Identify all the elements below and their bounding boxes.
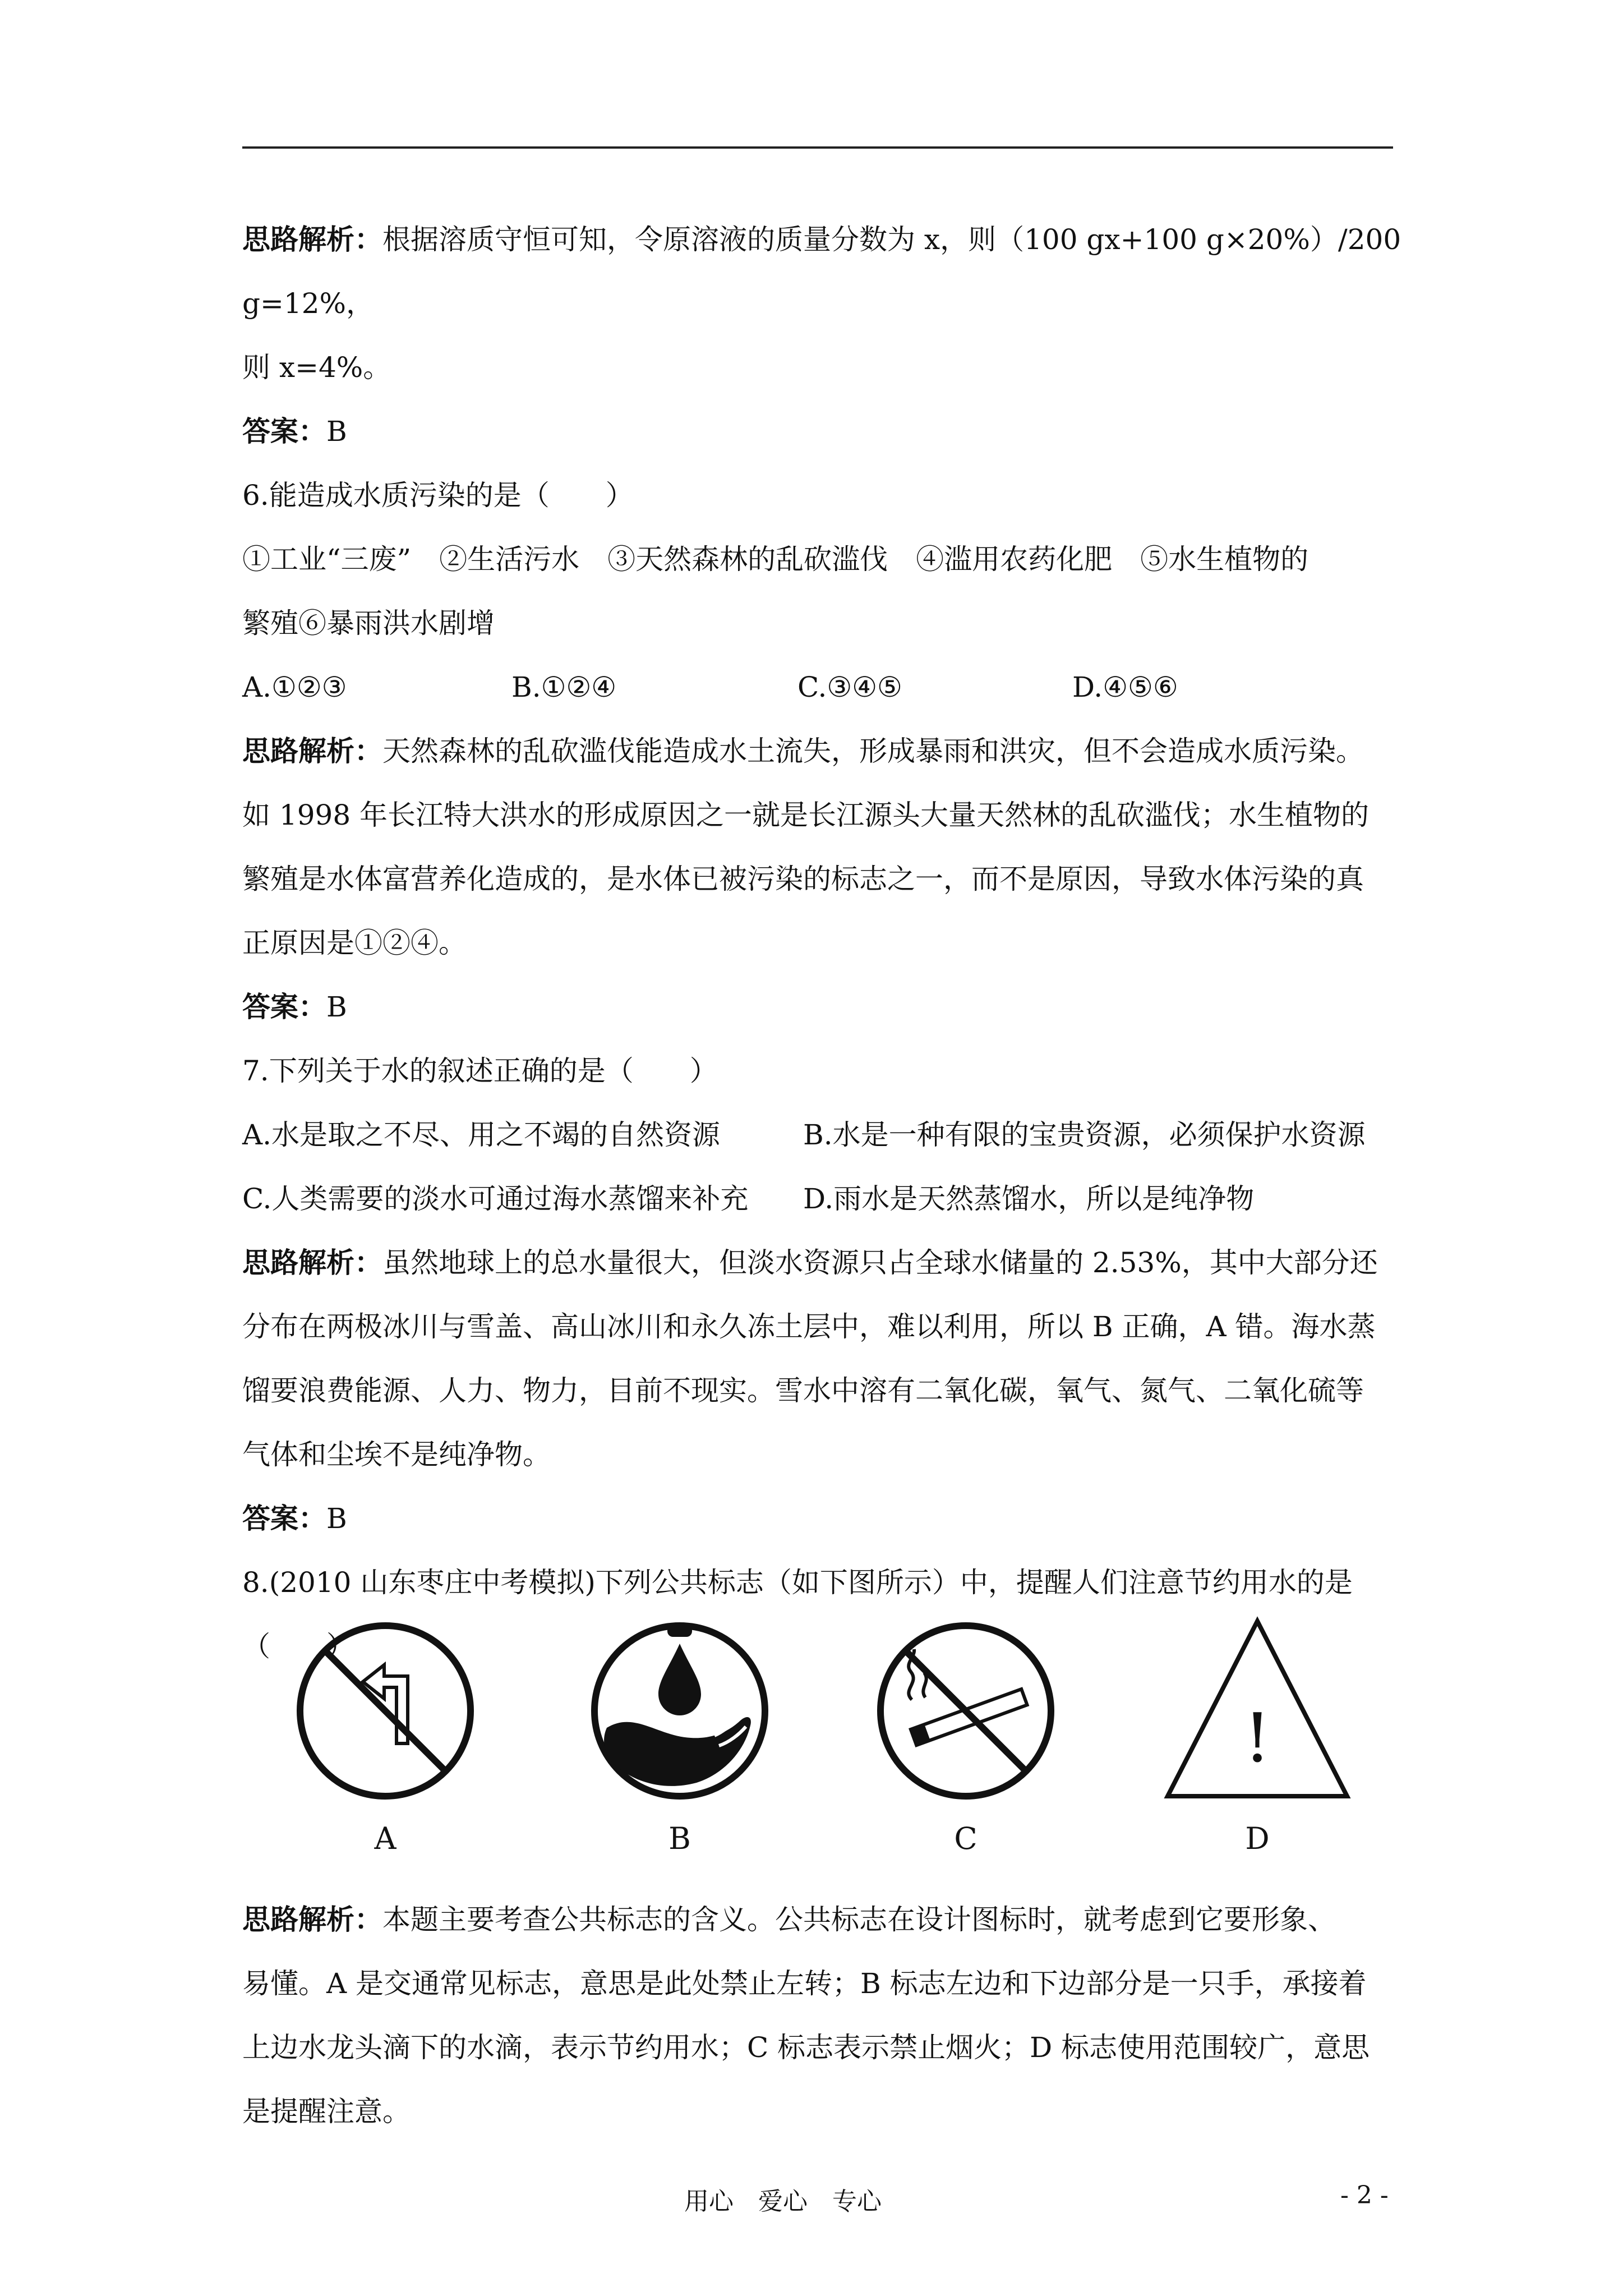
q6-option-b: B.①②④	[511, 671, 617, 703]
no-smoking-icon	[870, 1616, 1061, 1806]
analysis-label: 思路解析：	[242, 735, 382, 767]
q6-analysis-line4: 正原因是①②④。	[242, 927, 467, 959]
q7-option-b: B.水是一种有限的宝贵资源，必须保护水资源	[803, 1119, 1366, 1151]
page-body	[242, 208, 1409, 1678]
q7-option-d: D.雨水是天然蒸馏水，所以是纯净物	[803, 1182, 1255, 1215]
q6-items: ①工业“三废” ②生活污水 ③天然森林的乱砍滥伐 ④滥用农药化肥 ⑤水生植物的	[242, 543, 1309, 576]
answer-label: 答案：	[242, 1502, 326, 1535]
q8-analysis-line2: 易懂。A 是交通常见标志，意思是此处禁止左转；B 标志左边和下边部分是一只手，承接着	[242, 1967, 1367, 2000]
answer-label: 答案：	[242, 415, 326, 448]
sign-a	[284, 1616, 486, 1874]
analysis-text: 天然森林的乱砍滥伐能造成水土流失，形成暴雨和洪灾，但不会造成水质污染。	[382, 735, 1364, 767]
sign-label-b: B	[668, 1821, 691, 1856]
q8-analysis-line4: 是提醒注意。	[242, 2095, 411, 2128]
answer-value: B	[326, 991, 347, 1023]
q7-options-row1	[242, 1103, 1409, 1167]
public-signs-figure	[242, 1616, 1409, 1874]
q7-option-a: A.水是取之不尽、用之不竭的自然资源	[242, 1119, 721, 1151]
sign-b	[579, 1616, 781, 1874]
q6-analysis-line3: 繁殖是水体富营养化造成的，是水体已被污染的标志之一，而不是原因，导致水体污染的真	[242, 863, 1364, 895]
q6-option-a: A.①②③	[242, 671, 347, 703]
q6-answer	[242, 975, 1409, 1039]
q6-analysis	[242, 719, 1409, 783]
sign-d	[1156, 1616, 1358, 1874]
q5-answer	[242, 399, 1409, 463]
analysis-text: 本题主要考查公共标志的含义。公共标志在设计图标时，就考虑到它要形象、	[382, 1903, 1336, 1936]
q7-answer	[242, 1487, 1409, 1550]
analysis-label: 思路解析：	[242, 1903, 382, 1936]
water-saving-icon	[584, 1616, 775, 1806]
q7-stem: 7.下列关于水的叙述正确的是（ ）	[242, 1055, 718, 1087]
q8-analysis-line3: 上边水龙头滴下的水滴，表示节约用水；C 标志表示禁止烟火；D 标志使用范围较广，意思	[242, 2031, 1370, 2064]
warning-mark: !	[1243, 1700, 1271, 1778]
page-number: - 2 -	[1340, 2181, 1389, 2210]
q7-analysis-line3: 馏要浪费能源、人力、物力，目前不现实。雪水中溶有二氧化碳，氧气、氮气、二氧化硫等	[242, 1374, 1364, 1407]
analysis-text: 虽然地球上的总水量很大，但淡水资源只占全球水储量的 2.53%，其中大部分还	[382, 1246, 1378, 1279]
warning-triangle-icon	[1162, 1616, 1353, 1806]
q7-analysis-line2: 分布在两极冰川与雪盖、高山冰川和永久冻土层中，难以利用，所以 B 正确，A 错。海水蒸	[242, 1310, 1376, 1343]
q6-analysis-line2: 如 1998 年长江特大洪水的形成原因之一就是长江源头大量天然林的乱砍滥伐；水生植物的	[242, 799, 1370, 831]
q6-option-d: D.④⑤⑥	[1072, 671, 1178, 703]
answer-value: B	[326, 1502, 347, 1535]
q5-analysis	[242, 208, 1409, 335]
q7-analysis	[242, 1231, 1409, 1295]
q5-analysis-cont: 则 x=4%。	[242, 351, 391, 384]
q6-items-cont: 繁殖⑥暴雨洪水剧增	[242, 607, 495, 639]
footer-motto: 用心 爱心 专心	[684, 2187, 882, 2216]
q8-stem-cont: （ ）	[242, 1630, 354, 1663]
q6-options	[242, 655, 1409, 719]
no-left-turn-icon	[290, 1616, 481, 1806]
analysis-text: 根据溶质守恒可知，令原溶液的质量分数为 x，则（100 gx+100 g×20%）/200 g=12%，	[242, 223, 1410, 320]
q8-stem: 8.(2010 山东枣庄中考模拟)下列公共标志（如下图所示）中，提醒人们注意节约用水的是	[242, 1566, 1353, 1599]
answer-label: 答案：	[242, 991, 326, 1023]
analysis-label: 思路解析：	[242, 1246, 382, 1279]
sign-label-d: D	[1245, 1821, 1270, 1856]
q7-option-c: C.人类需要的淡水可通过海水蒸馏来补充	[242, 1182, 749, 1215]
q6-stem: 6.能造成水质污染的是（ ）	[242, 479, 634, 512]
q6-option-c: C.③④⑤	[797, 671, 902, 703]
sign-label-c: C	[954, 1821, 978, 1856]
sign-label-a: A	[374, 1821, 396, 1856]
q7-analysis-line4: 气体和尘埃不是纯净物。	[242, 1438, 551, 1471]
header-rule	[242, 146, 1393, 149]
sign-c	[865, 1616, 1067, 1874]
q8-analysis	[242, 1888, 1409, 1952]
answer-value: B	[326, 415, 347, 448]
q7-options-row2	[242, 1167, 1409, 1231]
q8-analysis-block	[242, 1888, 1409, 2143]
analysis-label: 思路解析：	[242, 223, 382, 256]
